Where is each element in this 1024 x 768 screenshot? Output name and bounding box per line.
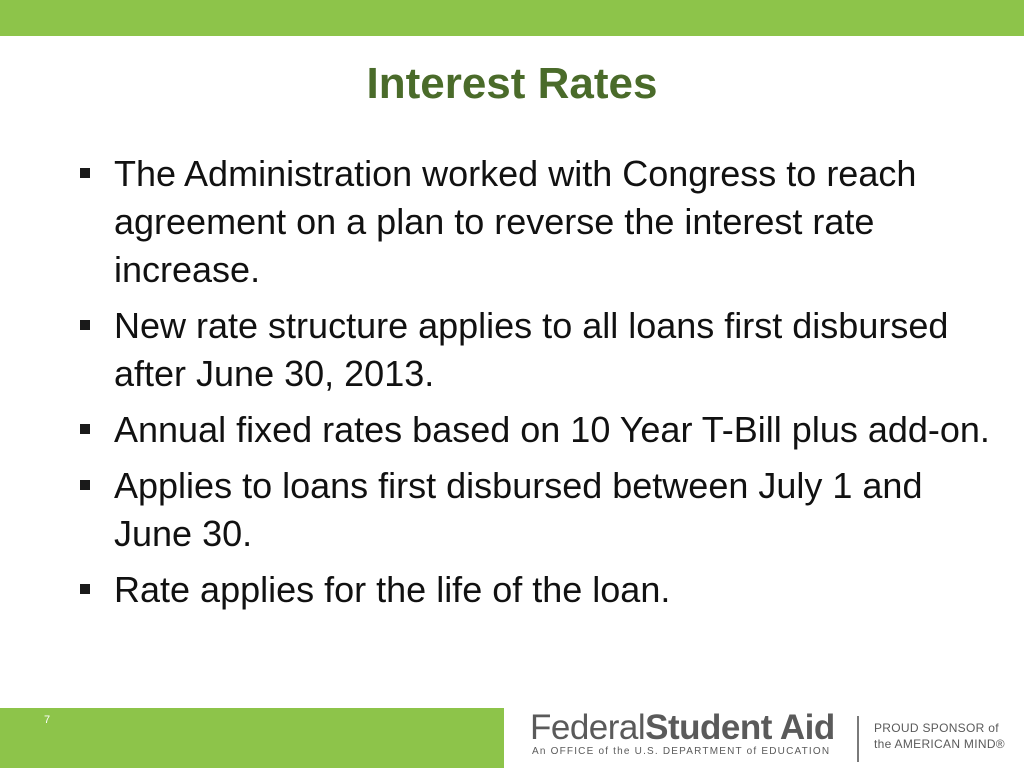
bullet-item	[70, 406, 1000, 454]
sponsor-line-2: the AMERICAN MIND®	[874, 737, 1005, 751]
federal-student-aid-logo	[530, 708, 1010, 768]
footer-accent-bar	[0, 708, 504, 768]
bullet-item	[70, 462, 1000, 558]
bullet-list	[70, 150, 1000, 622]
square-bullet-icon	[80, 424, 90, 434]
square-bullet-icon	[80, 320, 90, 330]
bullet-item	[70, 150, 1000, 294]
logo-divider	[857, 716, 859, 762]
bullet-item	[70, 566, 1000, 614]
square-bullet-icon	[80, 584, 90, 594]
top-accent-bar	[0, 0, 1024, 36]
square-bullet-icon	[80, 480, 90, 490]
bullet-text: Applies to loans first disbursed between July 1 and June 30.	[114, 465, 923, 554]
logo-wordmark	[530, 708, 835, 748]
page-number: 7	[44, 714, 51, 726]
sponsor-text	[874, 720, 1005, 752]
bullet-text: Annual fixed rates based on 10 Year T-Bill plus add-on.	[114, 409, 990, 450]
bullet-item	[70, 302, 1000, 398]
bullet-text: New rate structure applies to all loans first disbursed after June 30, 2013.	[114, 305, 949, 394]
logo-tagline: An OFFICE of the U.S. DEPARTMENT of EDUCATION	[532, 746, 831, 757]
square-bullet-icon	[80, 168, 90, 178]
bullet-text: Rate applies for the life of the loan.	[114, 569, 671, 610]
slide-title: Interest Rates	[366, 59, 658, 108]
bullet-text: The Administration worked with Congress to reach agreement on a plan to reverse the interest rate increase.	[114, 153, 917, 290]
sponsor-line-1: PROUD SPONSOR of	[874, 721, 999, 735]
logo-student-aid-text: Student Aid	[645, 708, 835, 747]
logo-federal-text: Federal	[530, 708, 646, 747]
